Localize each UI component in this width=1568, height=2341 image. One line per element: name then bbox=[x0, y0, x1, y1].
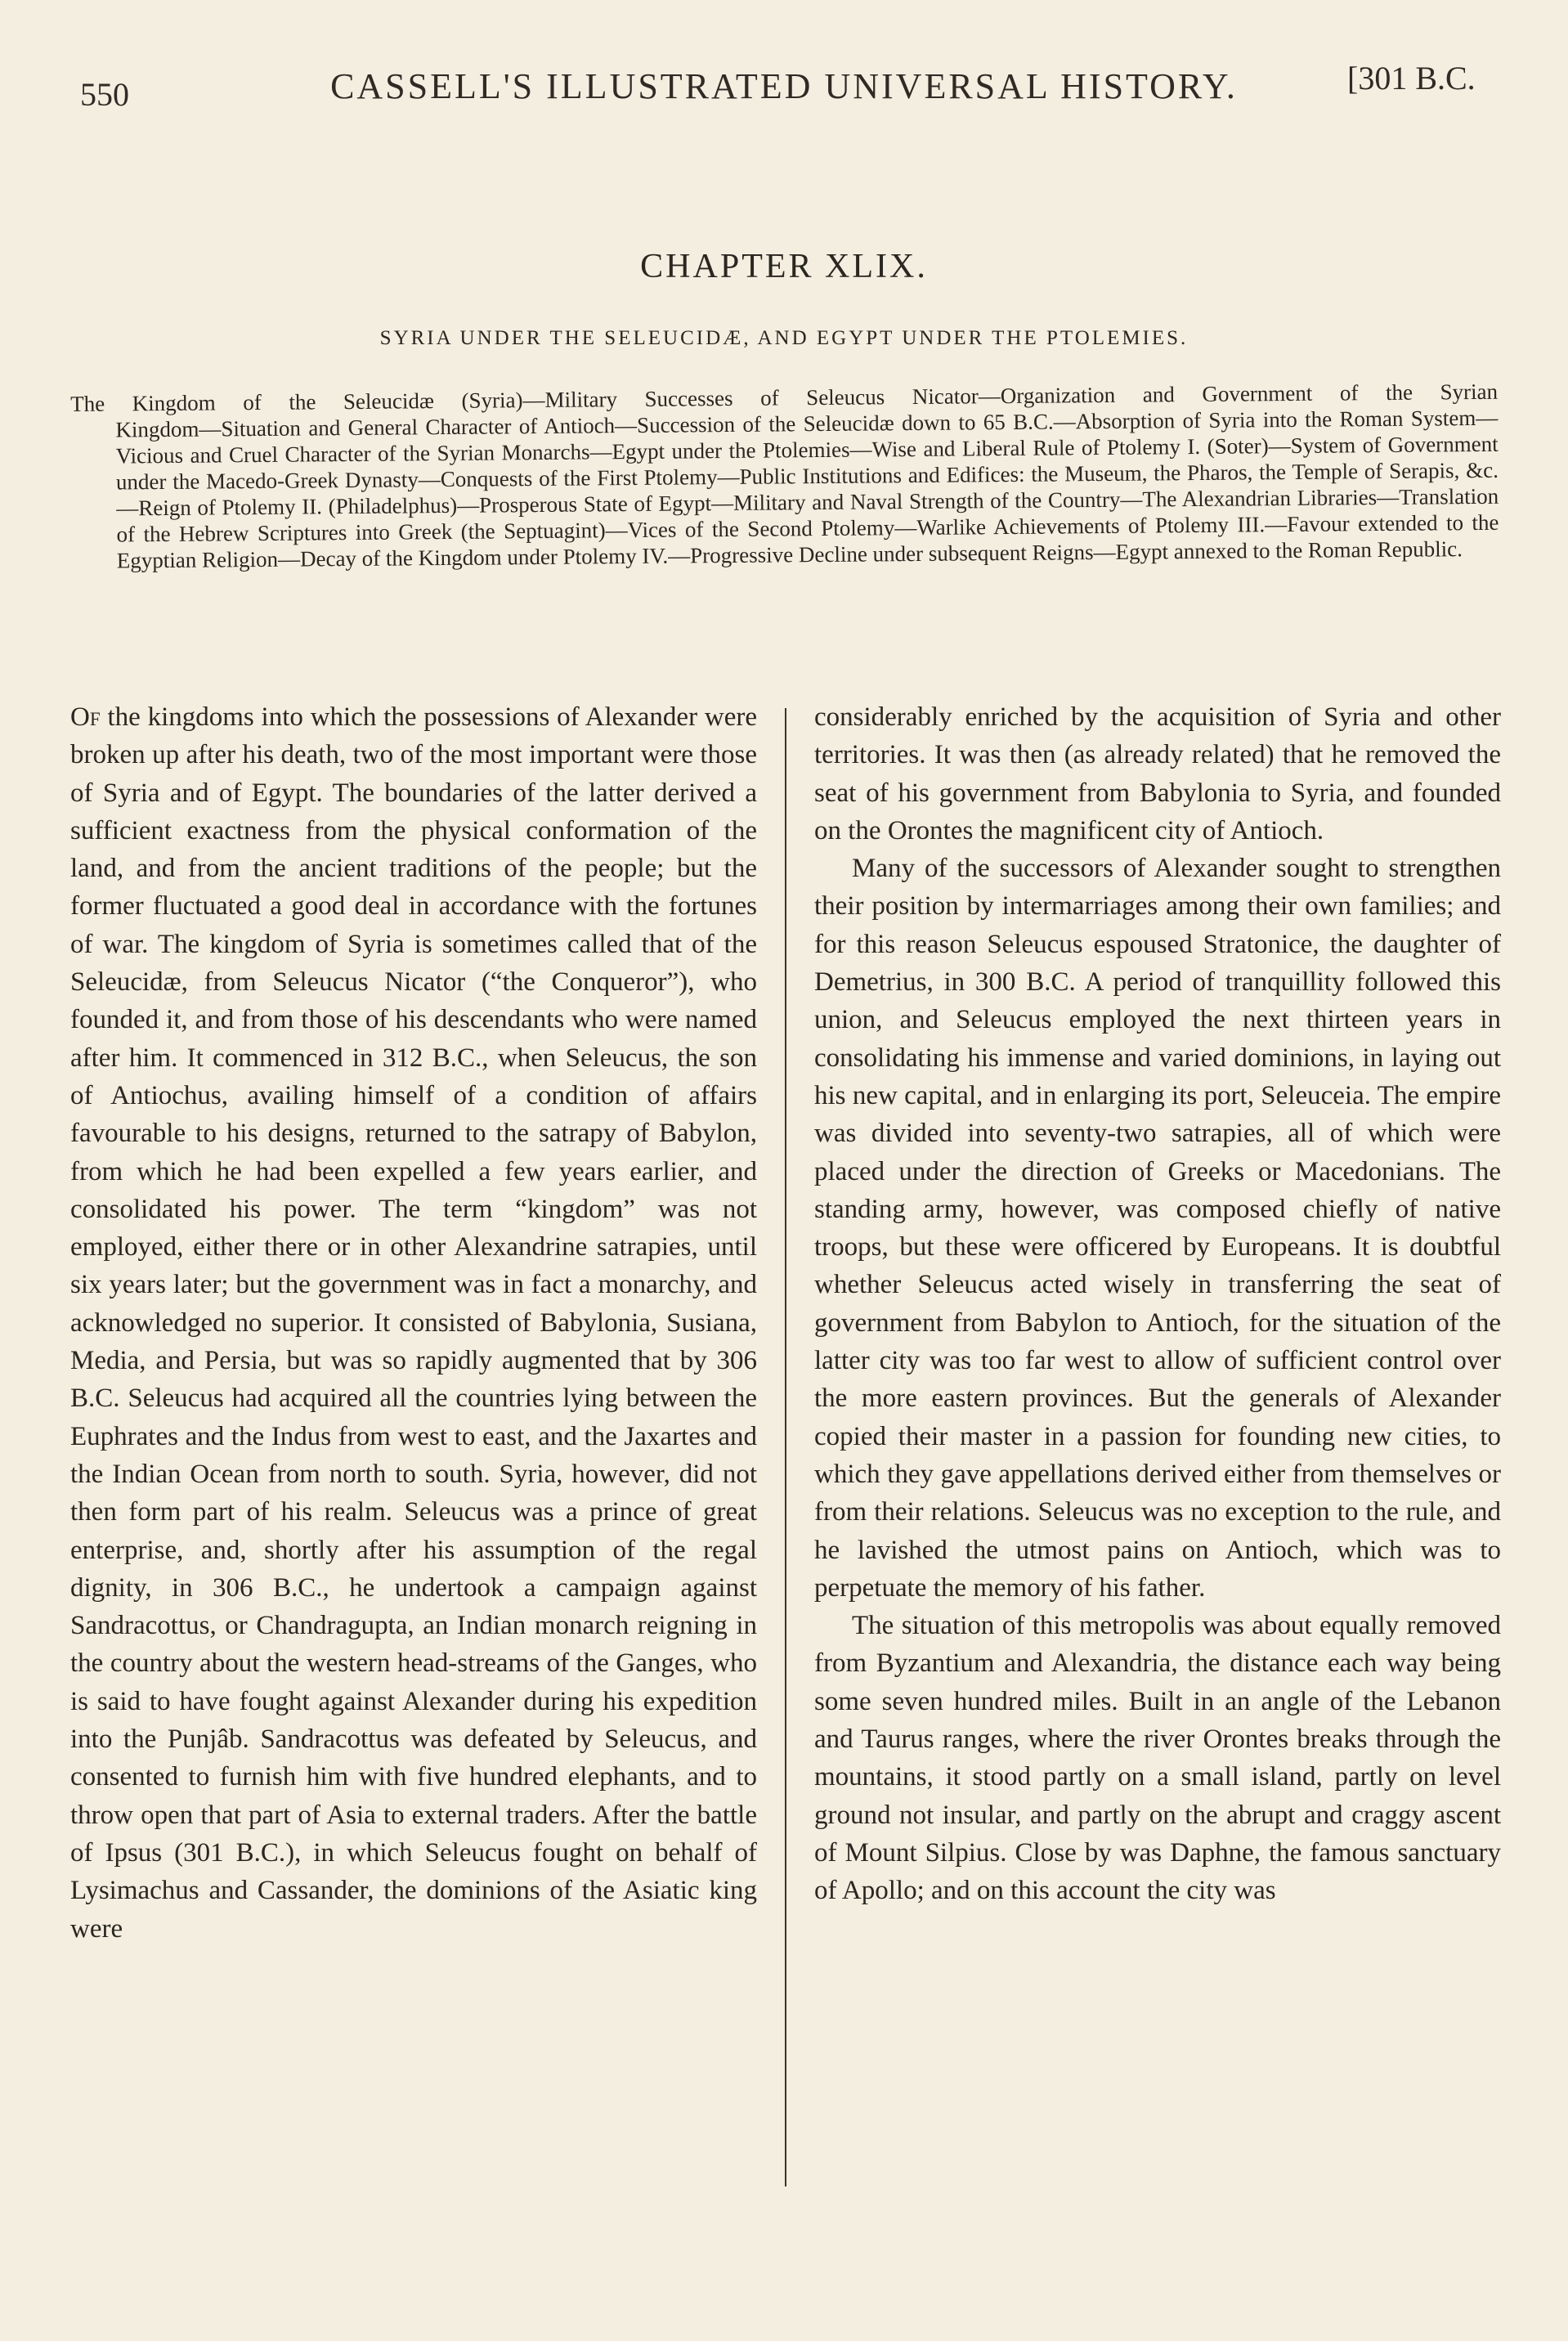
opening-word: Of bbox=[70, 702, 101, 732]
right-column bbox=[814, 698, 1501, 2219]
body-columns bbox=[70, 698, 1501, 2219]
paragraph-text: the kingdoms into which the possessions of Alexander were broken up after his death, two of the most important were those of Syria and of Egypt. The boundaries of the latter derived a sufficient exactness from the physical conformation of the land, and from the ancient traditions of the people; but the former fluctuated a good deal in accordance with the fortunes of war. The kingdom of Syria is sometimes called that of the Seleucidæ, from Seleucus Nicator (“the Conqueror”), who founded it, and from those of his descendants who were named after him. It commenced in 312 B.C., when Seleucus, the son of Antiochus, availing himself of a condition of affairs favourable to his designs, returned to the satrapy of Babylon, from which he had been expelled a few years earlier, and consolidated his power. The term “kingdom” was not employed, either there or in other Alexandrine satrapies, until six years later; but the government was in fact a monarchy, and acknowledged no superior. It consisted of Babylonia, Susiana, Media, and Persia, but was so rapidly augmented that by 306 B.C. Seleucus had acquired all the countries lying between the Euphrates and the Indus from west to east, and the Jaxartes and the Indian Ocean from north to south. Syria, however, did not then form part of his realm. Seleucus was a prince of great enterprise, and, shortly after his assumption of the regal dignity, in 306 B.C., he undertook a campaign against Sandracottus, or Chandragupta, an Indian monarch reigning in the country about the western head-streams of the Ganges, who is said to have fought against Alexander during his expedition into the Punjâb. Sandracottus was defeated by Seleucus, and consented to furnish him with five hundred elephants, and to throw open that part of Asia to external traders. After the battle of Ipsus (301 B.C.), in which Seleucus fought on behalf of Lysimachus and Cassander, the dominions of the Asiatic king were bbox=[70, 702, 757, 1944]
summary-continuation: Kingdom—Situation and General Character of Antioch—Succession of the Seleucidæ down to 65 B.C.—Absorption of Syria into the Roman System—Vicious and Cruel Character of the Syrian Monarchs—Egypt under the Ptolemies—Wise and Liberal Rule of Ptolemy I. (Soter)—System of Government under the Macedo-Greek Dynasty—Conquests of the First Ptolemy—Public Institutions and Edifices: the Museum, the Pharos, the Temple of Serapis, &c.—Reign of Ptolemy II. (Philadelphus)—Prosperous State of Egypt—Military and Naval Strength of the Country—The Alexandrian Libraries—Translation of the Hebrew Scriptures into Greek (the Septuagint)—Vices of the Second Ptolemy—Warlike Achievements of Ptolemy III.—Favour extended to the Egyptian Religion—Decay of the Kingdom under Ptolemy IV.—Progressive Decline under subsequent Reigns—Egypt annexed to the Roman Republic. bbox=[115, 405, 1499, 573]
running-head bbox=[0, 57, 1568, 123]
running-date: [301 B.C. bbox=[1347, 60, 1476, 96]
page-number: 550 bbox=[80, 76, 129, 113]
paragraph: Many of the successors of Alexander sought to strengthen their position by intermarriages among their own families; and for this reason Seleucus espoused Stratonice, the daughter of Demetrius, in 300 B.C. A period of tranquillity followed this union, and Seleucus employed the next thirteen years in consolidating his immense and varied dominions, in laying out his new capital, and in enlarging its port, Seleuceia. The empire was divided into seventy-two satrapies, all of which were placed under the direction of Greeks or Macedonians. The standing army, however, was composed chiefly of native troops, but these were officered by Europeans. It is doubtful whether Seleucus acted wisely in transferring the seat of government from Babylon to Antioch, for the situation of the latter city was too far west to allow of sufficient control over the more eastern provinces. But the generals of Alexander copied their master in a passion for founding new cities, to which they gave appellations derived either from themselves or from their relations. Seleucus was no exception to the rule, and he lavished the utmost pains on Antioch, which was to perpetuate the memory of his father. bbox=[814, 854, 1501, 1603]
chapter-title: CHAPTER XLIX. bbox=[640, 248, 928, 285]
summary-first-line: The Kingdom of the Seleucidæ (Syria)—Military Successes of Seleucus Nicator—Organization and Government of the Syrian bbox=[70, 379, 1499, 416]
chapter-summary bbox=[70, 379, 1499, 574]
paragraph bbox=[70, 698, 757, 1948]
left-column bbox=[70, 698, 757, 2219]
chapter-subtitle: SYRIA UNDER THE SELEUCIDÆ, AND EGYPT UNDER THE PTOLEMIES. bbox=[379, 327, 1189, 349]
paragraph: considerably enriched by the acquisition of Syria and other territories. It was then (as already related) that he removed the seat of his government from Babylonia to Syria, and founded on the Orontes the magnificent city of Antioch. bbox=[814, 702, 1501, 845]
running-title: CASSELL'S ILLUSTRATED UNIVERSAL HISTORY. bbox=[330, 66, 1238, 106]
column-divider bbox=[785, 708, 786, 2186]
paragraph: The situation of this metropolis was about equally removed from Byzantium and Alexandria, the distance each way being some seven hundred miles. Built in an angle of the Lebanon and Taurus ranges, where the river Orontes breaks through the mountains, it stood partly on a small island, partly on level ground not insular, and partly on the abrupt and craggy ascent of Mount Silpius. Close by was Daphne, the famous sanctuary of Apollo; and on this account the city was bbox=[814, 1611, 1501, 1906]
